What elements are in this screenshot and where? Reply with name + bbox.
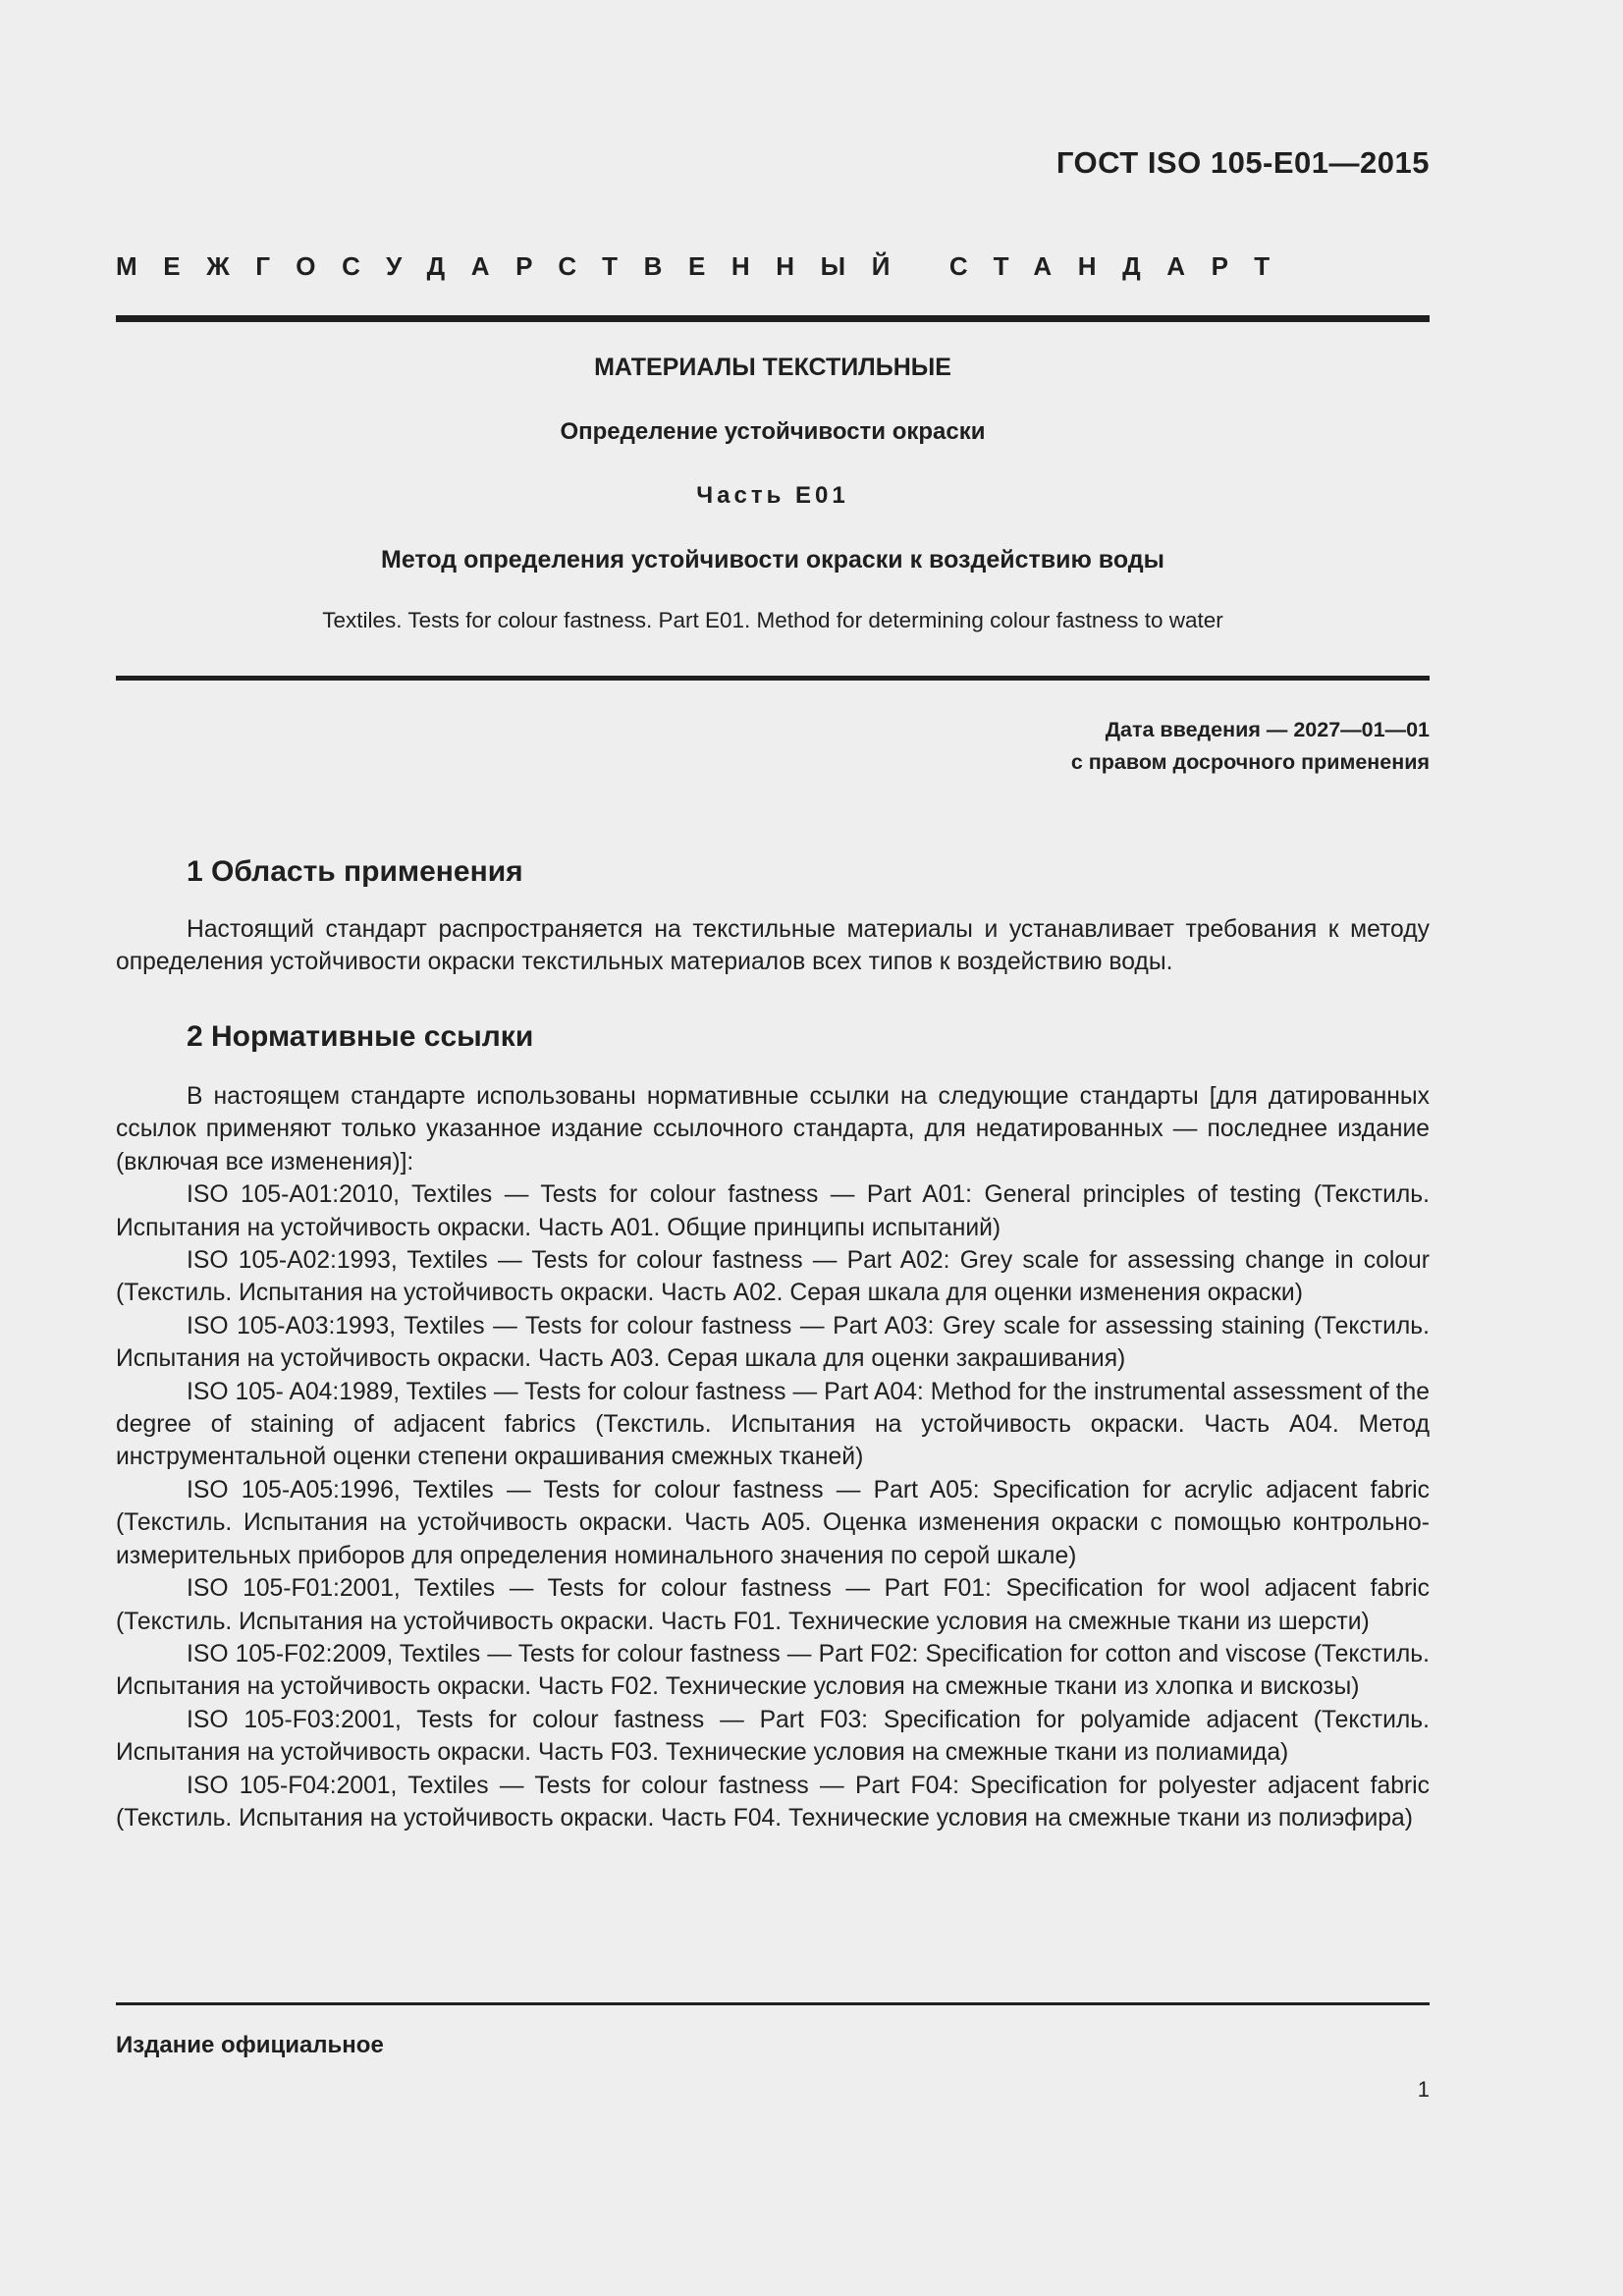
reference-item: ISO 105-F02:2009, Textiles — Tests for colour fastness — Part F02: Specification for cotton and viscose (Текстиль. Испытания на устойчивость окраски. Часть F02. Технические условия на смежные ткани из хлопка и вискозы) — [116, 1640, 1430, 1701]
reference-item: ISO 105-A02:1993, Textiles — Tests for colour fastness — Part A02: Grey scale for assessing change in colour (Текстиль. Испытания на устойчивость окраски. Часть А02. Серая шкала для оценки изменения окраски) — [116, 1247, 1430, 1307]
early-application-note: с правом досрочного применения — [1070, 750, 1430, 774]
document-part: Часть E01 — [696, 482, 849, 509]
official-edition-label: Издание официальное — [116, 2032, 384, 2058]
reference-item: ISO 105-A05:1996, Textiles — Tests for colour fastness — Part A05: Specification for acrylic adjacent fabric (Текстиль. Испытания на устойчивость окраски. Часть А05. Оценка изменения окраски с помощью контрольно-измерительных приборов для определения номинального значения по серой шкале) — [116, 1476, 1430, 1569]
reference-item: ISO 105- A04:1989, Textiles — Tests for colour fastness — Part A04: Method for the instrumental assessment of the degree of staining of adjacent fabrics (Текстиль. Испытания на устойчивость окраски. Часть А04. Метод инструментальной оценки степени окрашивания смежных тканей) — [116, 1378, 1430, 1471]
standard-type-heading: МЕЖГОСУДАРСТВЕННЫЙ СТАНДАРТ — [116, 251, 1296, 281]
reference-item: ISO 105-F01:2001, Textiles — Tests for colour fastness — Part F01: Specification for wool adjacent fabric (Текстиль. Испытания на устойчивость окраски. Часть F01. Технические условия на смежные ткани из шерсти) — [116, 1575, 1430, 1635]
document-title: МАТЕРИАЛЫ ТЕКСТИЛЬНЫЕ — [594, 354, 951, 381]
section-heading-scope: 1 Область применения — [187, 855, 523, 888]
reference-item: ISO 105-F03:2001, Tests for colour fastness — Part F03: Specification for polyamide adjacent (Текстиль. Испытания на устойчивость окраски. Часть F03. Технические условия на смежные ткани из полиамида) — [116, 1706, 1430, 1767]
references-intro: В настоящем стандарте использованы нормативные ссылки на следующие стандарты [для датированных ссылок применяют только указанное издание ссылочного стандарта, для недатированных — последнее издание (включая все изменения)]: — [116, 1083, 1430, 1175]
document-page — [116, 0, 1430, 2296]
scope-section — [116, 913, 1430, 979]
introduction-date: Дата введения — 2027—01—01 — [1105, 718, 1430, 741]
document-subtitle: Определение устойчивости окраски — [560, 418, 986, 445]
references-section — [116, 1080, 1430, 1834]
footer-rule — [116, 2002, 1430, 2005]
document-code: ГОСТ ISO 105-E01—2015 — [1055, 145, 1430, 180]
document-method-title: Метод определения устойчивости окраски к воздействию воды — [381, 546, 1164, 574]
reference-item: ISO 105-A03:1993, Textiles — Tests for colour fastness — Part A03: Grey scale for assessing staining (Текстиль. Испытания на устойчивость окраски. Часть А03. Серая шкала для оценки закрашивания) — [116, 1312, 1430, 1373]
reference-item: ISO 105-F04:2001, Textiles — Tests for colour fastness — Part F04: Specification for polyester adjacent fabric (Текстиль. Испытания на устойчивость окраски. Часть F04. Технические условия на смежные ткани из полиэфира) — [116, 1772, 1430, 1831]
page-number: 1 — [1417, 2077, 1430, 2102]
scope-paragraph: Настоящий стандарт распространяется на текстильные материалы и устанавливает требования к методу определения устойчивости окраски текстильных материалов всех типов к воздействию воды. — [116, 916, 1430, 976]
introduction-date-block — [1071, 714, 1430, 779]
title-rule — [116, 676, 1430, 681]
reference-item: ISO 105-A01:2010, Textiles — Tests for colour fastness — Part A01: General principles of testing (Текстиль. Испытания на устойчивость окраски. Часть А01. Общие принципы испытаний) — [116, 1181, 1430, 1241]
section-heading-references: 2 Нормативные ссылки — [187, 1020, 534, 1053]
english-title: Textiles. Tests for colour fastness. Part E01. Method for determining colour fastness to water — [322, 608, 1223, 632]
header-rule — [116, 315, 1430, 322]
